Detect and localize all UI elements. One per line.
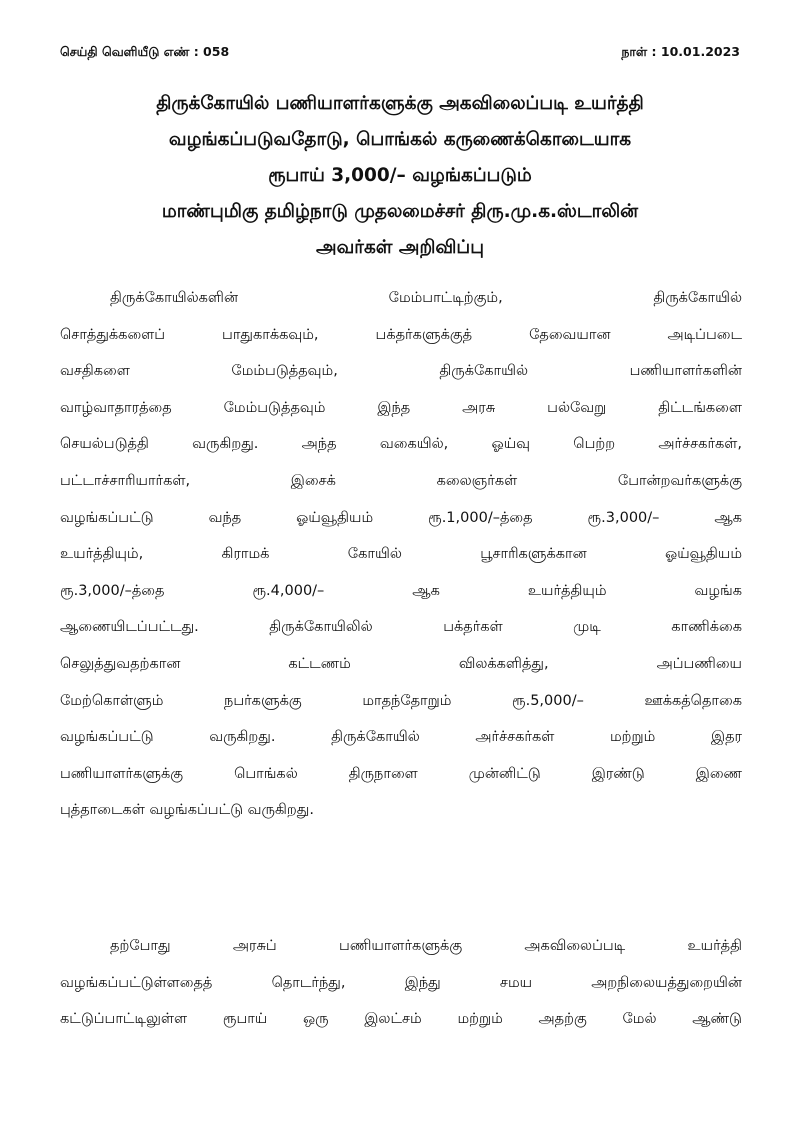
paragraph-line: உயர்த்தியும், கிராமக் கோயில் பூசாரிகளுக்கான ஓய்வூதியம் xyxy=(60,546,742,563)
title-line: வழங்கப்படுவதோடு, பொங்கல் கருணைக்கொடையாக xyxy=(168,129,632,150)
paragraph-line: மேற்கொள்ளும் நபர்களுக்கு மாதந்தோறும் ரூ.5,000/– ஊக்கத்தொகை xyxy=(60,692,742,709)
title-line: ரூபாய் 3,000/– வழங்கப்படும் xyxy=(268,165,532,186)
paragraph-line: சொத்துக்களைப் பாதுகாக்கவும், பக்தர்களுக்குத் தேவையான அடிப்படை xyxy=(60,326,742,343)
paragraph-line: வசதிகளை மேம்படுத்தவும், திருக்கோயில் பணியாளர்களின் xyxy=(60,363,742,380)
paragraph-line: வழங்கப்பட்டுள்ளதைத் தொடர்ந்து, இந்து சமய அறநிலையத்துறையின் xyxy=(60,974,742,991)
title-line: திருக்கோயில் பணியாளர்களுக்கு அகவிலைப்படி உயர்த்தி xyxy=(156,93,644,114)
paragraph-line: பட்டாச்சாரியார்கள், இசைக் கலைஞர்கள் போன்றவர்களுக்கு xyxy=(60,472,742,489)
paragraph-line: தற்போது அரசுப் பணியாளர்களுக்கு அகவிலைப்படி உயர்த்தி xyxy=(110,938,742,954)
paragraph-line: ரூ.3,000/–த்தை ரூ.4,000/– ஆக உயர்த்தியும் வழங்க xyxy=(60,582,742,599)
release-number: செய்தி வெளியீடு எண் : 058 xyxy=(60,44,230,59)
title-line: அவர்கள் அறிவிப்பு xyxy=(316,237,484,258)
paragraph-line: கட்டுப்பாட்டிலுள்ள ரூபாய் ஒரு இலட்சம் மற்றும் அதற்கு மேல் ஆண்டு xyxy=(60,1011,742,1028)
paragraph-line: வழங்கப்பட்டு வந்த ஓய்வூதியம் ரூ.1,000/–த்தை ரூ.3,000/– ஆக xyxy=(60,509,742,526)
paragraph-line: திருக்கோயில்களின் மேம்பாட்டிற்கும், திருக்கோயில் xyxy=(110,290,742,306)
paragraph-line: பணியாளர்களுக்கு பொங்கல் திருநாளை முன்னிட்டு இரண்டு இணை xyxy=(60,765,742,782)
title-line: மாண்புமிகு தமிழ்நாடு முதலமைச்சர் திரு.மு.க.ஸ்டாலின் xyxy=(161,201,639,222)
paragraph-line: புத்தாடைகள் வழங்கப்பட்டு வருகிறது. xyxy=(60,802,314,819)
paragraph-line: வழங்கப்பட்டு வருகிறது. திருக்கோயில் அர்ச்சகர்கள் மற்றும் இதர xyxy=(60,729,742,746)
paragraph-line: செலுத்துவதற்கான கட்டணம் விலக்களித்து, அப்பணியை xyxy=(60,655,742,672)
paragraph-2 xyxy=(60,928,742,1038)
press-release-title xyxy=(50,86,750,266)
paragraph-line: வாழ்வாதாரத்தை மேம்படுத்தவும் இந்த அரசு பல்வேறு திட்டங்களை xyxy=(60,399,742,416)
release-date: நாள் : 10.01.2023 xyxy=(621,44,740,59)
paragraph-line: ஆணையிடப்பட்டது. திருக்கோயிலில் பக்தர்கள் முடி காணிக்கை xyxy=(60,619,742,636)
header-row xyxy=(60,44,740,64)
paragraph-1 xyxy=(60,280,742,829)
paragraph-line: செயல்படுத்தி வருகிறது. அந்த வகையில், ஓய்வு பெற்ற அர்ச்சகர்கள், xyxy=(60,436,742,453)
